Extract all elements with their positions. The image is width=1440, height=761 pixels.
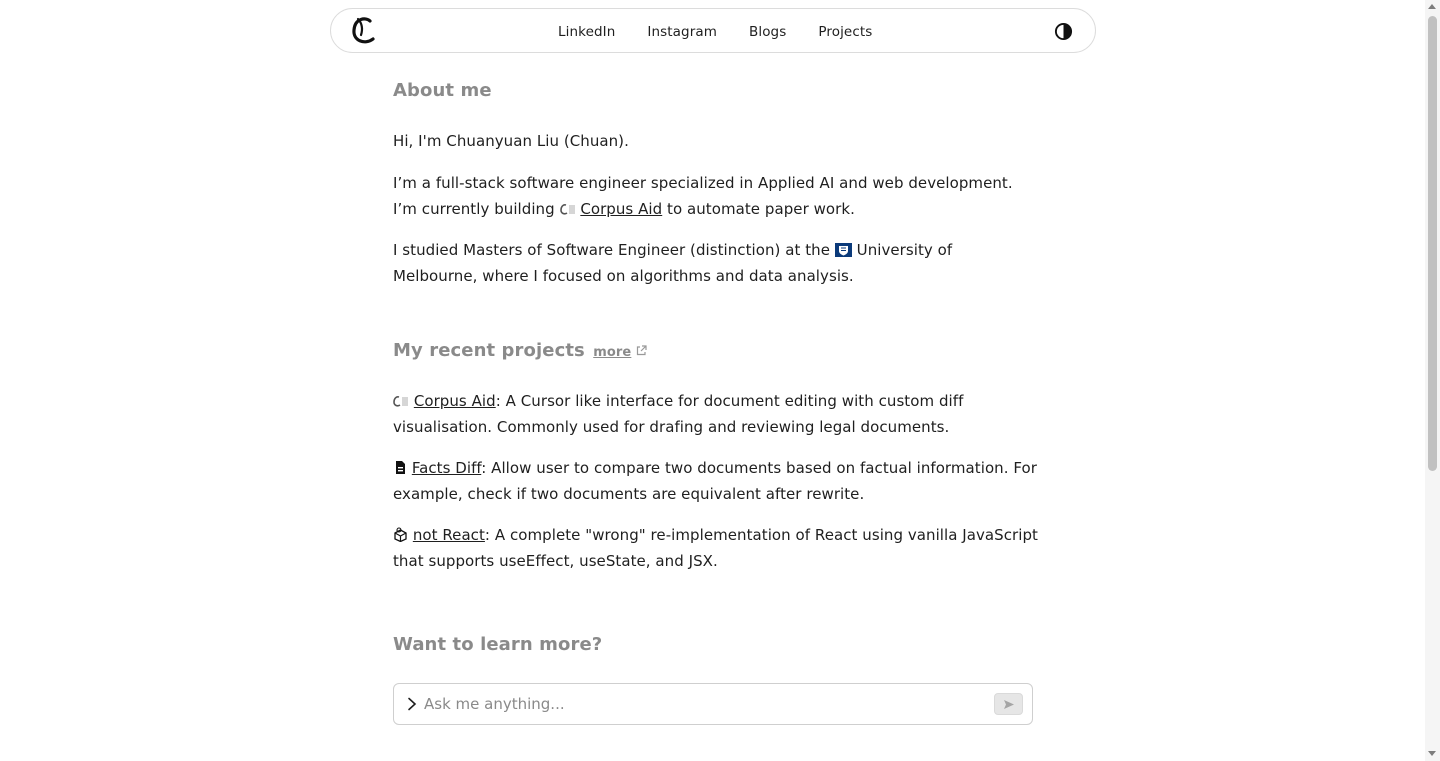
nav-link-linkedin[interactable]: LinkedIn xyxy=(558,23,616,40)
projects-title-text: My recent projects xyxy=(393,340,585,361)
more-projects-link[interactable]: more xyxy=(593,345,632,360)
project-description: : Allow user to compare two documents based on factual information. For example, check if two documents are equivalent after rewrite. xyxy=(393,459,1037,503)
scroll-up-arrow-icon[interactable] xyxy=(1428,4,1436,9)
ask-input[interactable] xyxy=(424,685,984,723)
university-name: University of Melbourne xyxy=(393,241,953,285)
about-paragraph-study xyxy=(393,238,1038,289)
corpus-aid-link[interactable]: Corpus Aid xyxy=(580,199,663,218)
scroll-down-arrow-icon[interactable] xyxy=(1428,751,1436,756)
c-logo-icon[interactable] xyxy=(349,15,379,47)
project-link-facts-diff[interactable]: Facts Diff xyxy=(411,459,482,477)
package-icon xyxy=(393,527,408,542)
project-link-corpus-aid[interactable]: Corpus Aid xyxy=(413,392,496,410)
project-item-facts-diff xyxy=(393,456,1038,507)
about-intro: Hi, I'm Chuanyuan Liu (Chuan). xyxy=(393,132,629,150)
send-arrow-icon xyxy=(1003,699,1015,710)
about-study-text: I studied Masters of Software Engineer (distinction) at the xyxy=(393,241,835,259)
project-link-not-react[interactable]: not React xyxy=(412,526,485,544)
nav-link-instagram[interactable]: Instagram xyxy=(647,23,717,40)
about-paragraph-work xyxy=(393,171,1038,222)
theme-toggle-icon[interactable] xyxy=(1054,22,1073,41)
corpus-aid-logo-icon xyxy=(560,203,576,216)
project-description: : A Cursor like interface for document editing with custom diff visualisation. Commonly used for drafing and reviewing legal documents. xyxy=(393,392,964,436)
page-scrollbar[interactable] xyxy=(1425,0,1440,761)
about-work-text: I’m a full-stack software engineer specialized in Applied AI and web development. I’m currently building xyxy=(393,174,1013,218)
nav-link-projects[interactable]: Projects xyxy=(818,23,873,40)
nav-link-blogs[interactable]: Blogs xyxy=(748,23,787,40)
projects-title xyxy=(393,340,647,361)
chevron-right-icon xyxy=(407,697,417,711)
learn-more-title: Want to learn more? xyxy=(393,634,603,655)
top-navbar xyxy=(330,8,1096,53)
project-description: : A complete "wrong" re-implementation of React using vanilla JavaScript that supports useEffect, useState, and JSX. xyxy=(393,526,1038,570)
send-button[interactable] xyxy=(994,693,1023,715)
project-item-not-react xyxy=(393,523,1038,574)
corpus-aid-logo-icon xyxy=(393,395,409,408)
about-title: About me xyxy=(393,80,492,101)
external-link-icon[interactable] xyxy=(636,345,647,356)
document-icon xyxy=(393,460,407,475)
ask-box xyxy=(393,683,1033,725)
about-study-text-end: , where I focused on algorithms and data analysis. xyxy=(472,266,854,285)
nav-links xyxy=(558,9,904,54)
university-crest-icon xyxy=(835,243,852,257)
about-work-text-end: to automate paper work. xyxy=(662,199,855,218)
project-item-corpus-aid xyxy=(393,389,1038,440)
scroll-thumb[interactable] xyxy=(1428,16,1437,471)
